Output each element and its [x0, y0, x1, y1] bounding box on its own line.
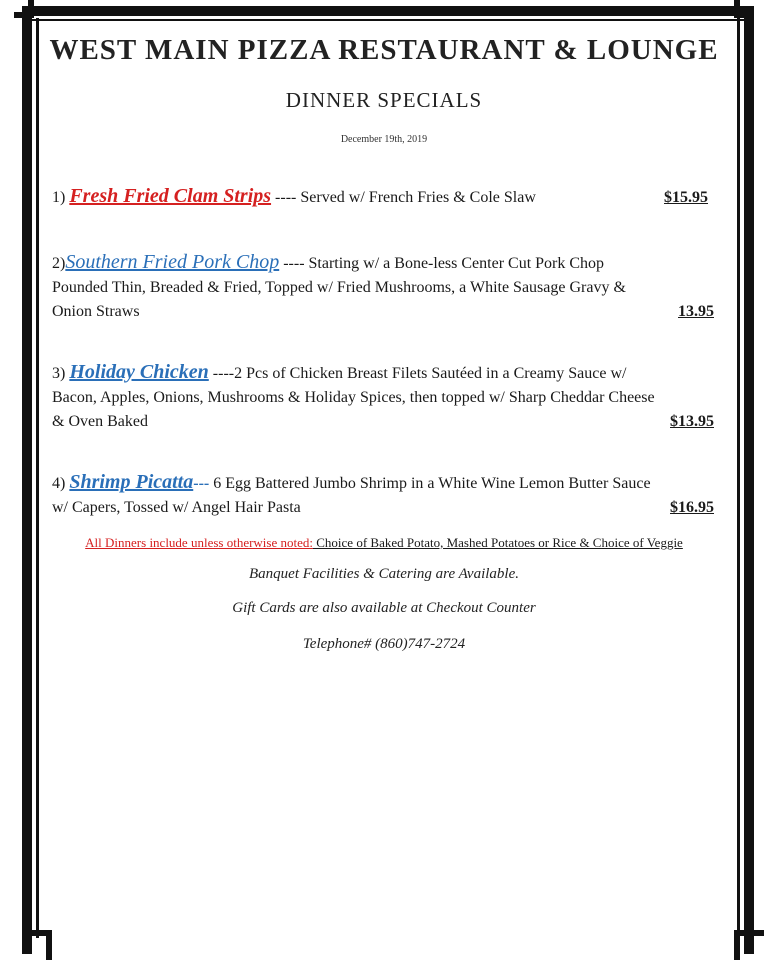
special-separator: ---- [279, 255, 309, 272]
dinner-note-detail: Choice of Baked Potato, Mashed Potatoes or Rice & Choice of Veggie [313, 535, 683, 550]
menu-subtitle: DINNER SPECIALS [285, 88, 483, 112]
border-right-inner [737, 18, 740, 938]
special-number: 3) [52, 365, 66, 382]
special-price: $13.95 [670, 413, 714, 430]
special-number: 4) [52, 475, 66, 492]
corner-top-left [14, 0, 34, 18]
gift-card-info: Gift Cards are also available at Checkout Counter [232, 600, 536, 616]
special-separator: ---- [271, 189, 301, 206]
special-description-cont: w/ Capers, Tossed w/ Angel Hair Pasta [52, 499, 301, 516]
special-separator: --- [193, 475, 214, 492]
corner-bottom-right [734, 930, 764, 960]
special-item-1 [52, 184, 714, 210]
border-left [22, 6, 32, 954]
special-description-end: Onion Straws [52, 303, 140, 320]
special-item-3 [52, 360, 714, 434]
special-item-4 [52, 470, 714, 520]
special-item-2 [52, 250, 714, 324]
restaurant-title: WEST MAIN PIZZA RESTAURANT & LOUNGE [49, 34, 719, 66]
telephone-info: Telephone# (860)747-2724 [302, 636, 466, 652]
special-price: $16.95 [670, 499, 714, 516]
special-number: 1) [52, 189, 66, 206]
dinner-note [0, 535, 768, 551]
special-name: Shrimp Picatta [69, 471, 194, 493]
special-description-cont: Pounded Thin, Breaded & Fried, Topped w/ Fried Mushrooms, a White Sausage Gravy & [52, 279, 626, 296]
special-separator: ---- [208, 365, 235, 382]
border-right [744, 6, 754, 954]
menu-date: December 19th, 2019 [340, 134, 428, 145]
dinner-note-lead: All Dinners include unless otherwise noted: [85, 535, 313, 550]
special-name: Holiday Chicken [69, 361, 209, 383]
banquet-info: Banquet Facilities & Catering are Available. [249, 566, 519, 582]
border-left-inner [36, 18, 39, 938]
special-name: Fresh Fried Clam Strips [69, 185, 272, 207]
special-price: 13.95 [678, 303, 714, 320]
special-name: Southern Fried Pork Chop [65, 251, 280, 273]
special-description-end: & Oven Baked [52, 413, 148, 430]
corner-bottom-left [22, 930, 52, 960]
special-description: 2 Pcs of Chicken Breast Filets Sautéed in a Creamy Sauce w/ [234, 365, 627, 382]
special-description: Served w/ French Fries & Cole Slaw [300, 189, 536, 206]
border-top [22, 6, 748, 16]
special-description: Starting w/ a Bone-less Center Cut Pork Chop [308, 255, 605, 272]
corner-top-right [734, 0, 754, 18]
special-price: $15.95 [664, 189, 708, 206]
special-number: 2) [52, 255, 66, 272]
special-description: 6 Egg Battered Jumbo Shrimp in a White Wine Lemon Butter Sauce [213, 475, 651, 492]
special-description-cont: Bacon, Apples, Onions, Mushrooms & Holiday Spices, then topped w/ Sharp Cheddar Cheese [52, 389, 655, 406]
